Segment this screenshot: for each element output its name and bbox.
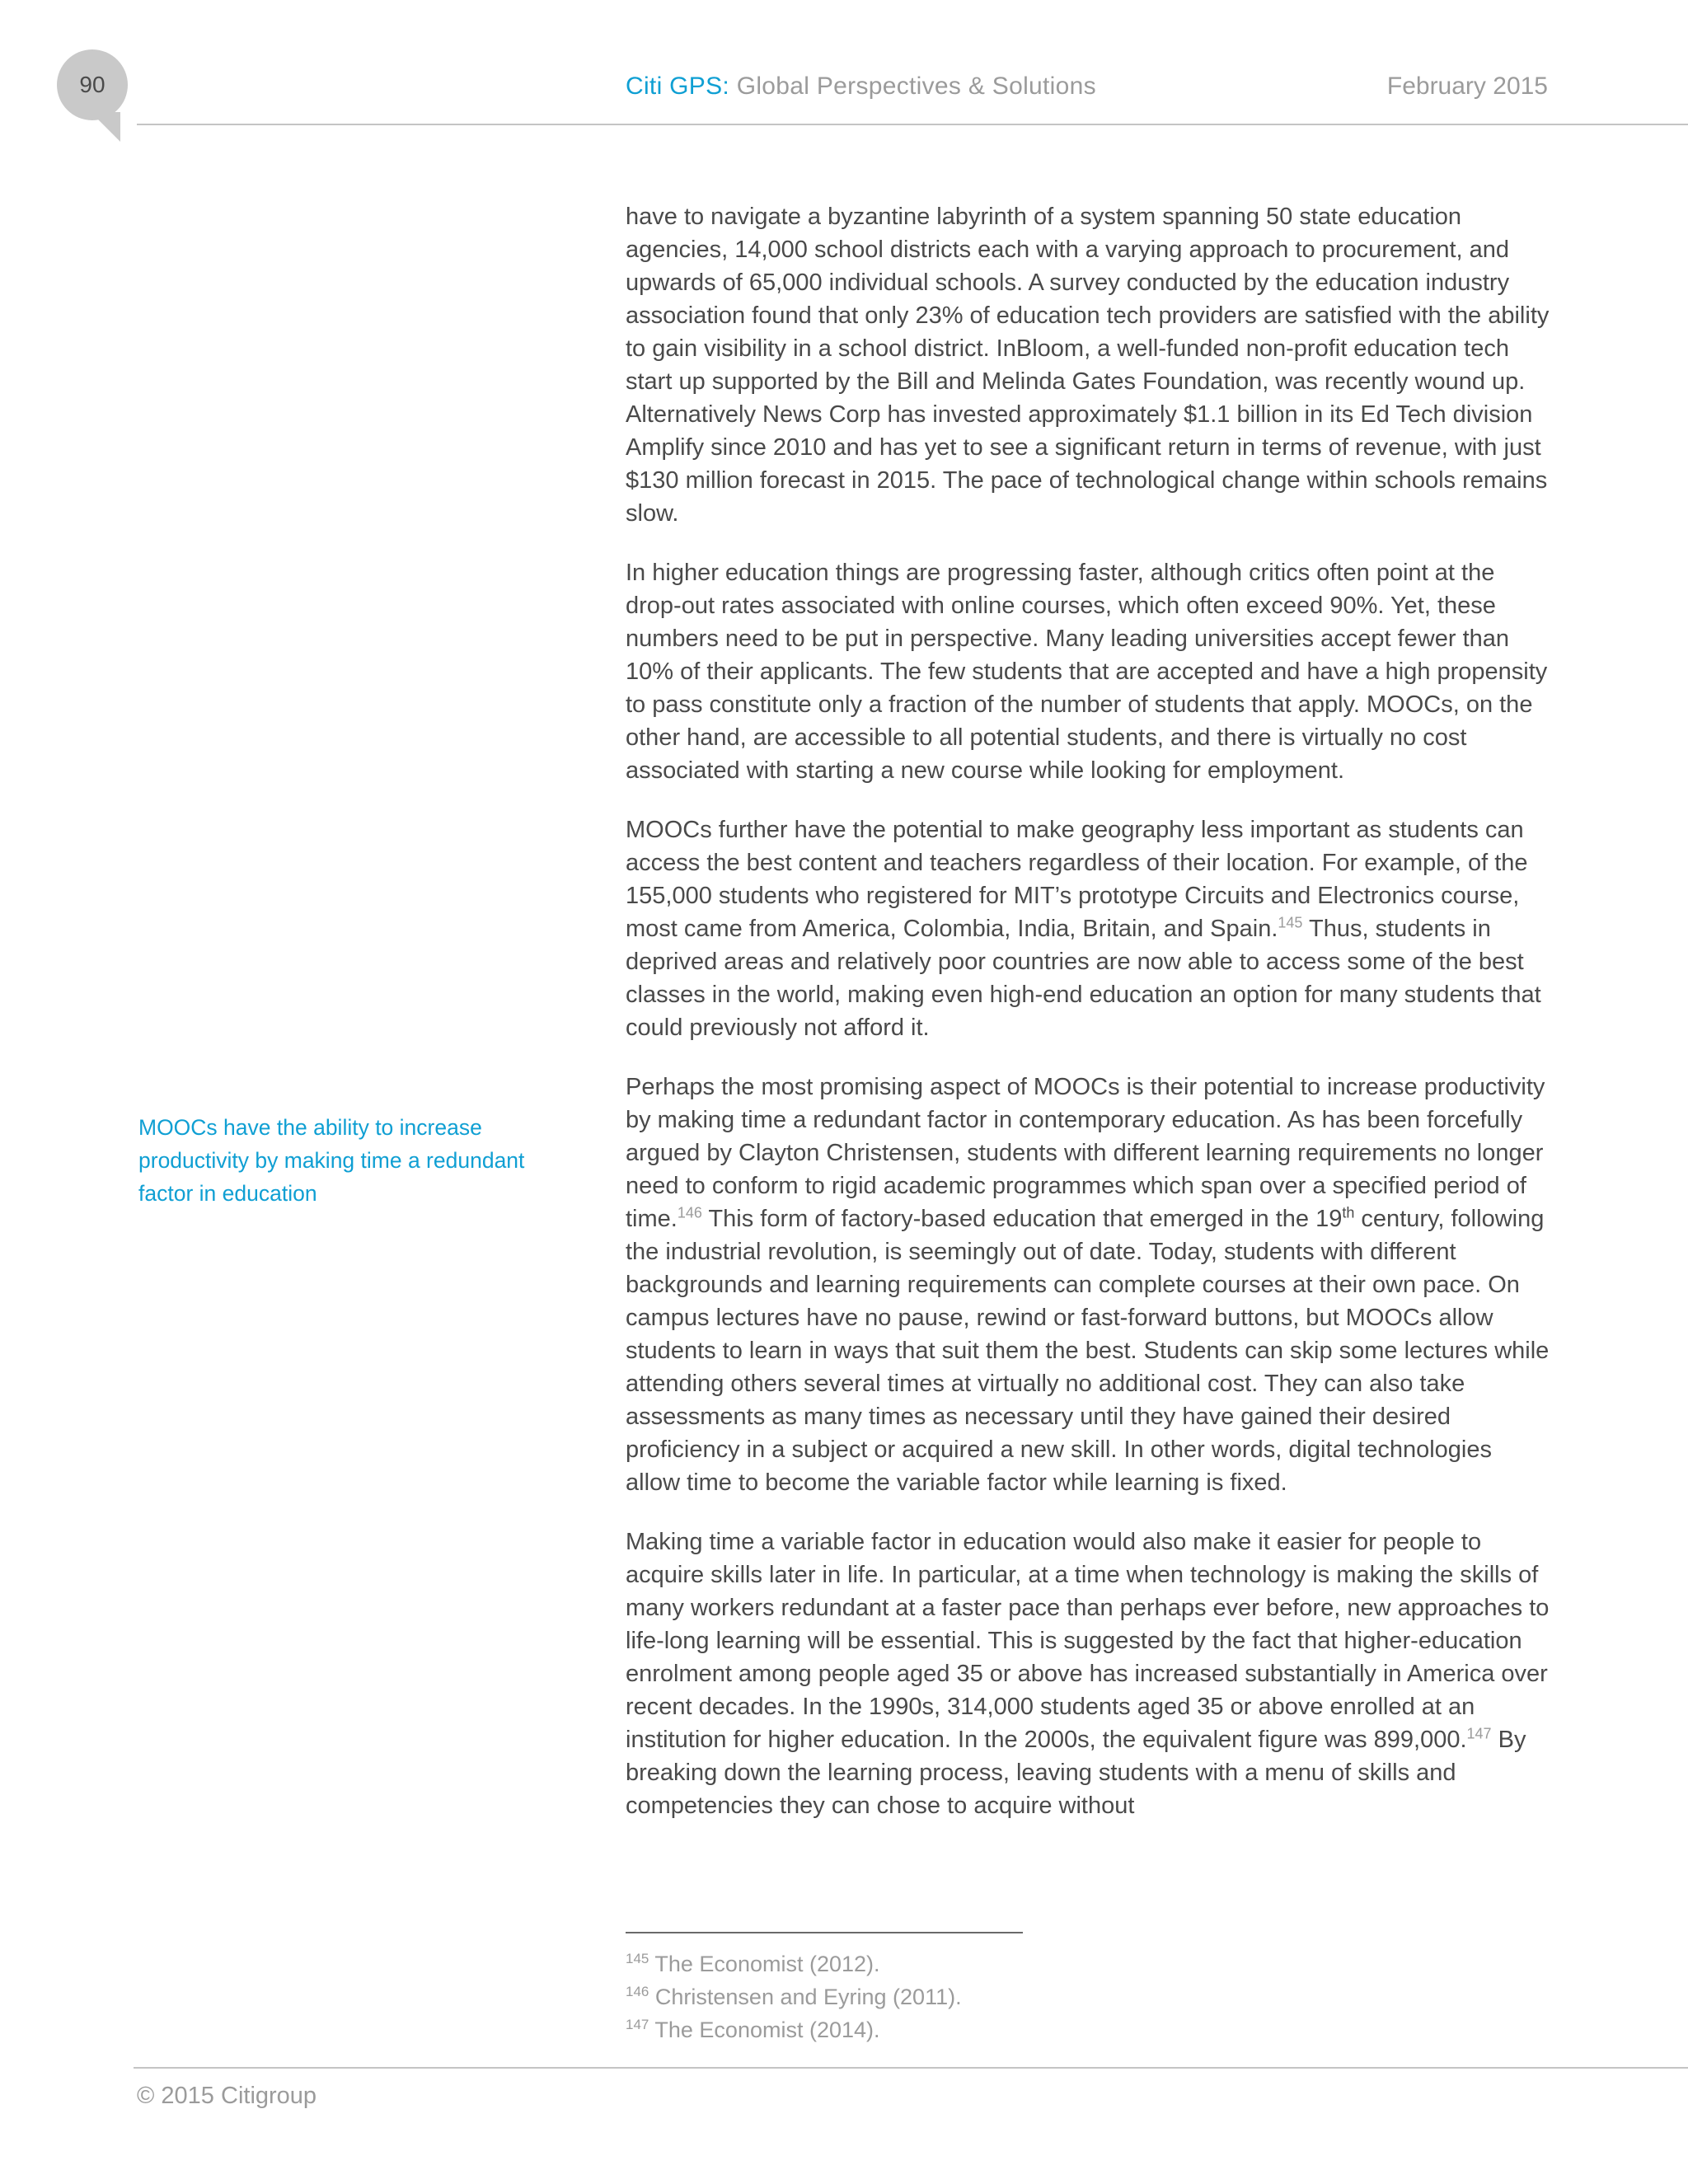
paragraph-5-text-a: Making time a variable factor in education would also make it easier for people to acquire skills later in life. In particular, at a time when technology is making the skills of many workers redundant at a faster pace than perhaps ever before, new approaches to life-long learning will be essential. This is suggested by the fact that higher-education enrolment among people aged 35 or above has increased substantially in America over recent decades. In the 1990s, 314,000 students aged 35 or above enrolled at an institution for higher education. In the 2000s, the equivalent figure was 899,000. [626,1529,1550,1753]
paragraph-3-text-b: Thus, students in deprived areas and relatively poor countries are now able to access some of the best classes in the world, making even high-end education an option for many students that could previously not afford it. [626,916,1541,1041]
copyright-notice: © 2015 Citigroup [137,2083,317,2109]
header-divider [137,124,1688,125]
paragraph-3-text-a: MOOCs further have the potential to make geography less important as students can access the best content and teachers regardless of their location. For example, of the 155,000 students who registered for MIT’s prototype Circuits and Electronics course, most came from America, Colombia, India, Britain, and Spain. [626,817,1528,942]
footnote [626,1947,1532,1980]
footnote-ref-146[interactable]: 146 [677,1204,702,1221]
footnotes [626,1947,1532,2046]
ordinal-suffix: th [1342,1204,1355,1221]
paragraph-4 [626,1071,1550,1499]
running-header [626,73,1096,101]
paragraph-5 [626,1526,1550,1822]
footnote-ref-145[interactable]: 145 [1278,914,1303,931]
footnote-text: The Economist (2014). [654,2018,880,2042]
brand-name: Citi GPS: [626,73,730,100]
footnote [626,1980,1532,2013]
page-number-badge-tail [91,112,120,142]
paragraph-5-text-b: By breaking down the learning process, leaving students with a menu of skills and competencies they can chose to acquire without [626,1727,1526,1819]
footer-divider [134,2067,1688,2069]
paragraph-1: have to navigate a byzantine labyrinth of a system spanning 50 state education agencies, 14,000 school districts each with a varying approach to procurement, and upwards of 65,000 individual schools. A survey conducted by the education industry association found that only 23% of education tech providers are satisfied with the ability to gain visibility in a school district. InBloom, a well-funded non-profit education tech start up supported by the Bill and Melinda Gates Foundation, was recently wound up. Alternatively News Corp has invested approximately $1.1 billion in its Ed Tech division Amplify since 2010 and has yet to see a significant return in terms of revenue, with just $130 million forecast in 2015. The pace of technological change within schools remains slow. [626,204,1550,527]
footnote-text: Christensen and Eyring (2011). [654,1985,962,2009]
body-text [626,200,1550,1849]
footnote-number: 145 [626,1951,649,1966]
paragraph-4-text-c: century, following the industrial revolution, is seemingly out of date. Today, students with different backgrounds and learning requirements can complete courses at their own pace. On campus lectures have no pause, rewind or fast-forward buttons, but MOOCs allow students to learn in ways that suit them the best. Students can skip some lectures while attending others several times at virtually no additional cost. They can also take assessments as many times as necessary until they have gained their desired proficiency in a subject or acquired a new skill. In other words, digital technologies allow time to become the variable factor while learning is fixed. [626,1206,1550,1496]
page-number-badge: 90 [57,49,128,120]
margin-callout: MOOCs have the ability to increase productivity by making time a redundant factor in education [138,1115,525,1206]
footnote-number: 146 [626,1984,649,1999]
paragraph-4-text-a: Perhaps the most promising aspect of MOOCs is their potential to increase productivity by making time a redundant factor in contemporary education. As has been forcefully argued by Clayton Christensen, students with different learning requirements no longer need to conform to rigid academic programmes which span over a specified period of time. [626,1074,1545,1232]
paragraph-3 [626,813,1550,1044]
footnote-number: 147 [626,2017,649,2032]
publication-date: February 2015 [1386,73,1548,100]
footnote-ref-147[interactable]: 147 [1466,1725,1492,1742]
footnote-divider [626,1932,1023,1933]
publication-subtitle: Global Perspectives & Solutions [736,73,1096,100]
footnote [626,2013,1532,2046]
paragraph-2: In higher education things are progressing faster, although critics often point at the drop-out rates associated with online courses, which often exceed 90%. Yet, these numbers need to be put in perspective. Many leading universities accept fewer than 10% of their applicants. The few students that are accepted and have a high propensity to pass constitute only a fraction of the number of students that apply. MOOCs, on the other hand, are accessible to all potential students, and there is virtually no cost associated with starting a new course while looking for employment. [626,560,1548,784]
footnote-text: The Economist (2012). [654,1952,880,1976]
paragraph-4-text-b: This form of factory-based education that emerged in the 19 [701,1206,1343,1232]
